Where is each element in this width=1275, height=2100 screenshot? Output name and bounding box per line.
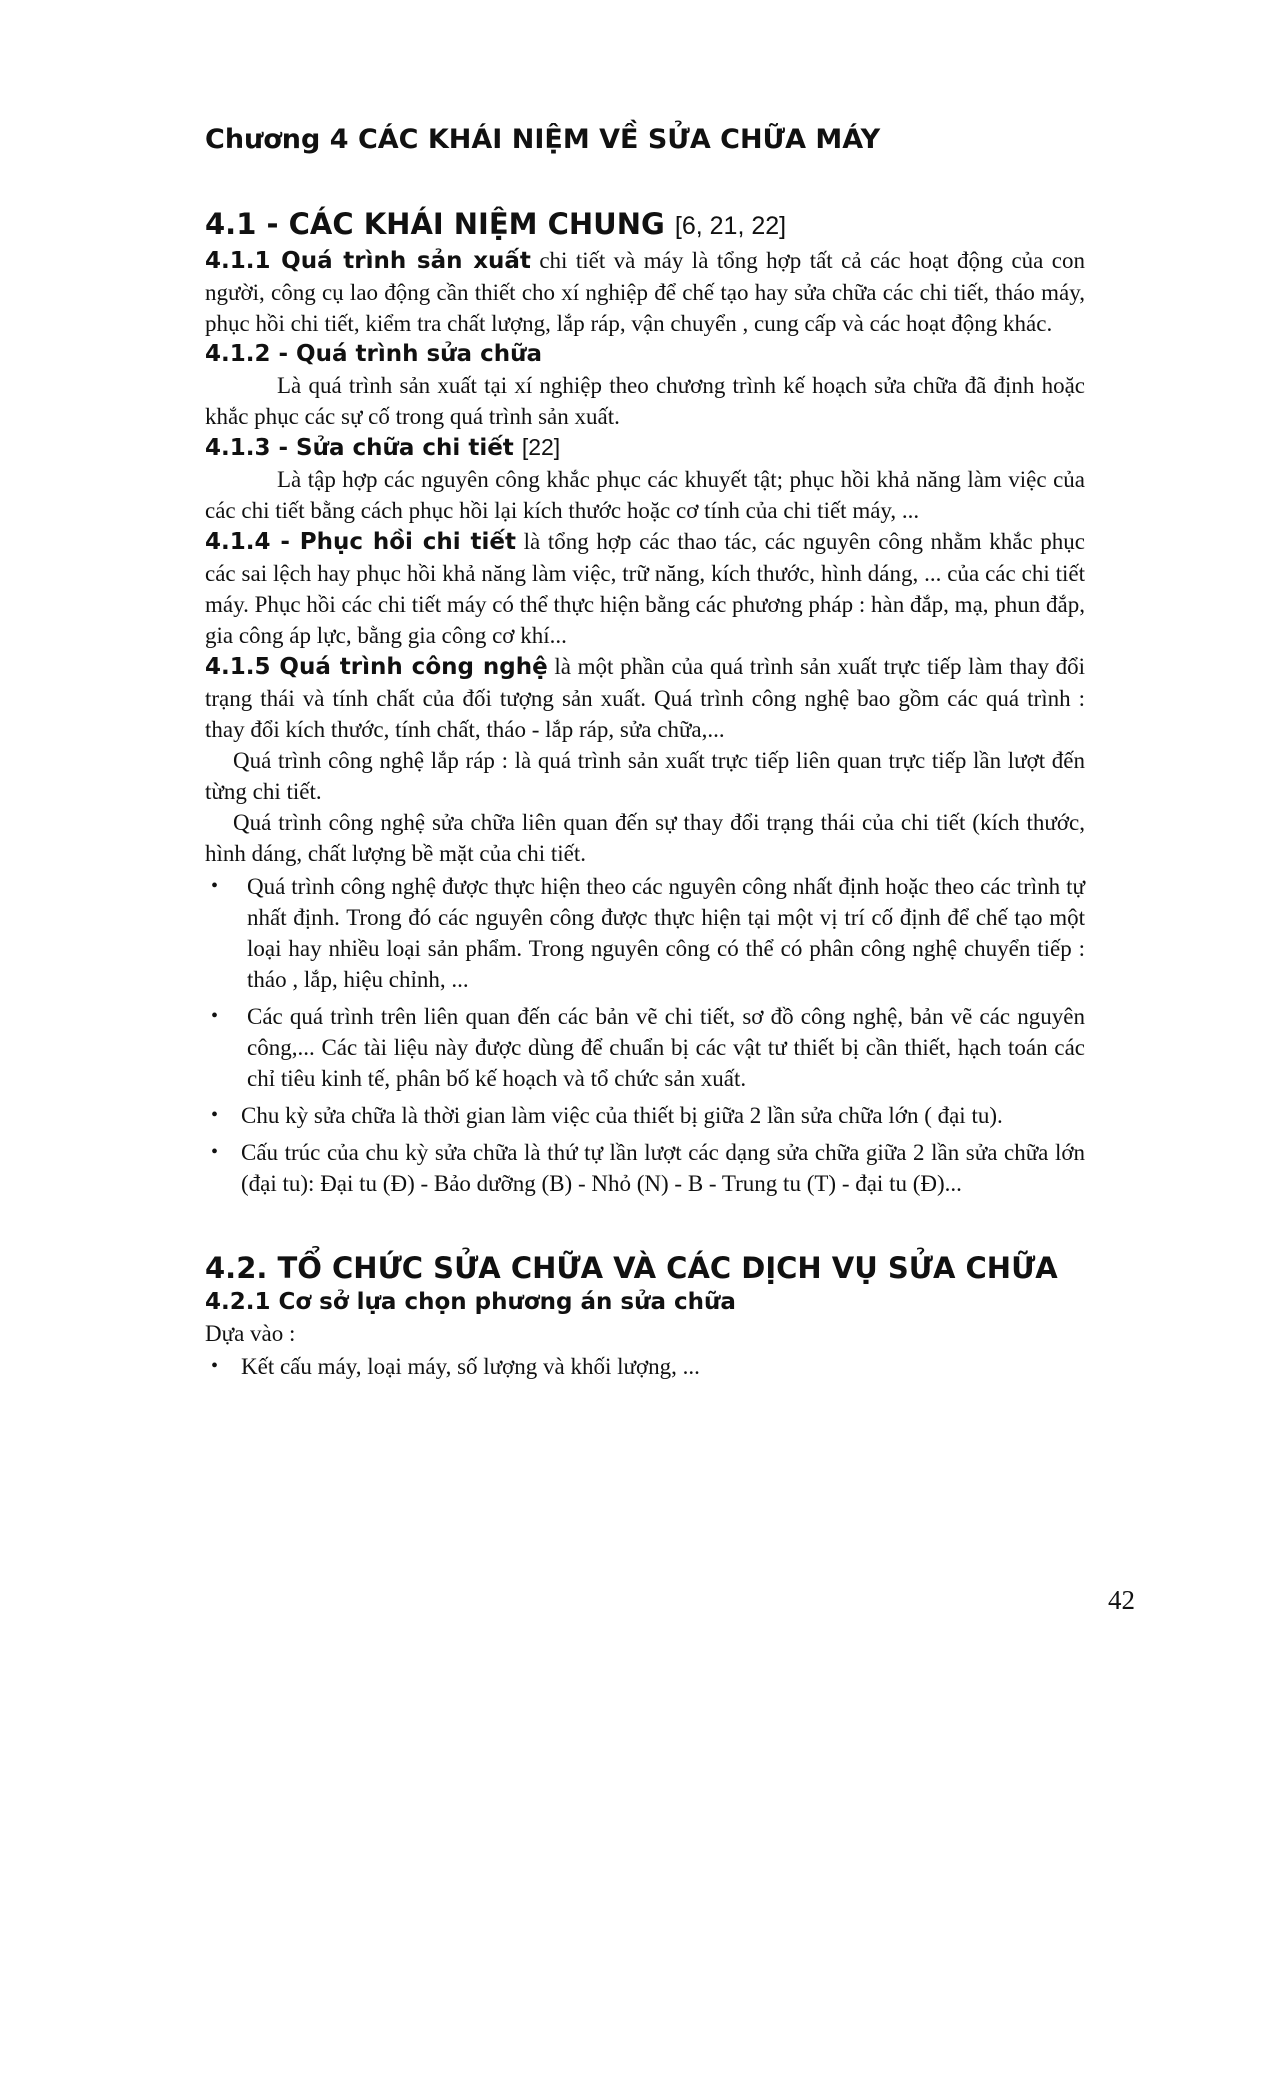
heading-4-1-4: 4.1.4 - Phục hồi chi tiết — [205, 529, 517, 555]
chapter-title: Chương 4 CÁC KHÁI NIỆM VỀ SỬA CHỮA MÁY — [205, 124, 881, 155]
bullet-icon: • — [211, 1104, 219, 1126]
text-4-2-1-intro: Dựa vào : — [205, 1321, 296, 1346]
list-item: • Kết cấu máy, loại máy, số lượng và khối lượng, ... — [205, 1351, 1085, 1382]
heading-4-1-3-ref: [22] — [521, 434, 561, 460]
paragraph-4-1-4 — [205, 526, 1085, 651]
heading-4-1-3 — [205, 432, 1085, 464]
text-4-1-2: Là quá trình sản xuất tại xí nghiệp theo chương trình kế hoạch sửa chữa đã định hoặc khắc phục các sự cố trong quá trình sản xuất. — [205, 373, 1085, 429]
bullet-list-4-2-1 — [205, 1351, 1085, 1382]
heading-4-1-2: 4.1.2 - Quá trình sửa chữa — [205, 341, 542, 367]
list-item: • Quá trình công nghệ được thực hiện theo các nguyên công nhất định hoặc theo các trình tự nhất định. Trong đó các nguyên công được thực hiện tại một vị trí cố định để chế tạo một loại hay nhiều loại sản phẩm. Trong nguyên công có thể có phân công nghệ chuyển tiếp : tháo , lắp, hiệu chỉnh, ... — [205, 871, 1085, 995]
paragraph-4-1-5-repair: Quá trình công nghệ sửa chữa liên quan đến sự thay đổi trạng thái của chi tiết (kích thước, hình dáng, chất lượng bề mặt của chi tiết. — [205, 810, 1085, 866]
heading-4-2-1: 4.2.1 Cơ sở lựa chọn phương án sửa chữa — [205, 1289, 736, 1315]
bullet-icon: • — [211, 875, 219, 897]
page-content — [205, 122, 1085, 1388]
bullet-icon: • — [211, 1005, 219, 1027]
text-4-1-3: Là tập hợp các nguyên công khắc phục các khuyết tật; phục hồi khả năng làm việc của các chi tiết bằng cách phục hồi lại kích thước hoặc cơ tính của chi tiết máy, ... — [205, 467, 1085, 523]
heading-4-1-3-title: 4.1.3 - Sửa chữa chi tiết — [205, 435, 514, 461]
section-4-1-heading — [205, 205, 1085, 245]
section-4-1-title: 4.1 - CÁC KHÁI NIỆM CHUNG — [205, 207, 665, 241]
paragraph-4-1-5-assembly: Quá trình công nghệ lắp ráp : là quá trình sản xuất trực tiếp liên quan trực tiếp lần lượt đến từng chi tiết. — [205, 748, 1085, 804]
paragraph-4-1-1 — [205, 245, 1085, 339]
bullet-icon: • — [211, 1141, 219, 1163]
list-item: • Các quá trình trên liên quan đến các bản vẽ chi tiết, sơ đồ công nghệ, bản vẽ các nguyên công,... Các tài liệu này được dùng để chuẩn bị các vật tư thiết bị cần thiết, hạch toán các chỉ tiêu kinh tế, phân bố kế hoạch và tổ chức sản xuất. — [205, 1001, 1085, 1094]
list-item: • Chu kỳ sửa chữa là thời gian làm việc của thiết bị giữa 2 lần sửa chữa lớn ( đại tu). — [205, 1100, 1085, 1131]
text-4-1-5: là một phần của quá trình sản xuất trực tiếp làm thay đổi trạng thái và tính chất của đối tượng sản xuất. Quá trình công nghệ bao gồm các quá trình : thay đổi kích thước, tính chất, tháo - lắp ráp, sửa chữa,... — [205, 654, 1086, 742]
page-number: 42 — [1108, 1585, 1135, 1615]
paragraph-4-1-5 — [205, 651, 1085, 745]
bullet-list-4-1-5 — [205, 871, 1085, 1199]
bullet-icon: • — [211, 1355, 219, 1377]
section-4-1-ref: [6, 21, 22] — [674, 212, 787, 240]
text-4-1-1: chi tiết và máy là tổng hợp tất cả các hoạt động của con người, công cụ lao động cần thiết cho xí nghiệp để chế tạo hay sửa chữa các chi tiết, tháo máy, phục hồi chi tiết, kiểm tra chất lượng, lắp ráp, vận chuyển , cung cấp và các hoạt động khác. — [205, 248, 1085, 336]
list-item: • Cấu trúc của chu kỳ sửa chữa là thứ tự lần lượt các dạng sửa chữa giữa 2 lần sửa chữa lớn (đại tu): Đại tu (Đ) - Bảo dưỡng (B) - Nhỏ (N) - B - Trung tu (T) - đại tu (Đ)... — [205, 1137, 1085, 1199]
text-4-1-4: là tổng hợp các thao tác, các nguyên công nhằm khắc phục các sai lệch hay phục hồi khả năng làm việc, trữ năng, kích thước, hình dáng, ... của các chi tiết máy. Phục hồi các chi tiết máy có thể thực hiện bằng các phương pháp : hàn đắp, mạ, phun đắp, gia công áp lực, bằng gia công cơ khí... — [205, 529, 1085, 648]
heading-4-1-5: 4.1.5 Quá trình công nghệ — [205, 654, 548, 680]
heading-4-1-1: 4.1.1 Quá trình sản xuất — [205, 248, 531, 274]
section-4-2-heading: 4.2. TỔ CHỨC SỬA CHỮA VÀ CÁC DỊCH VỤ SỬA CHỮA — [205, 1251, 1058, 1285]
